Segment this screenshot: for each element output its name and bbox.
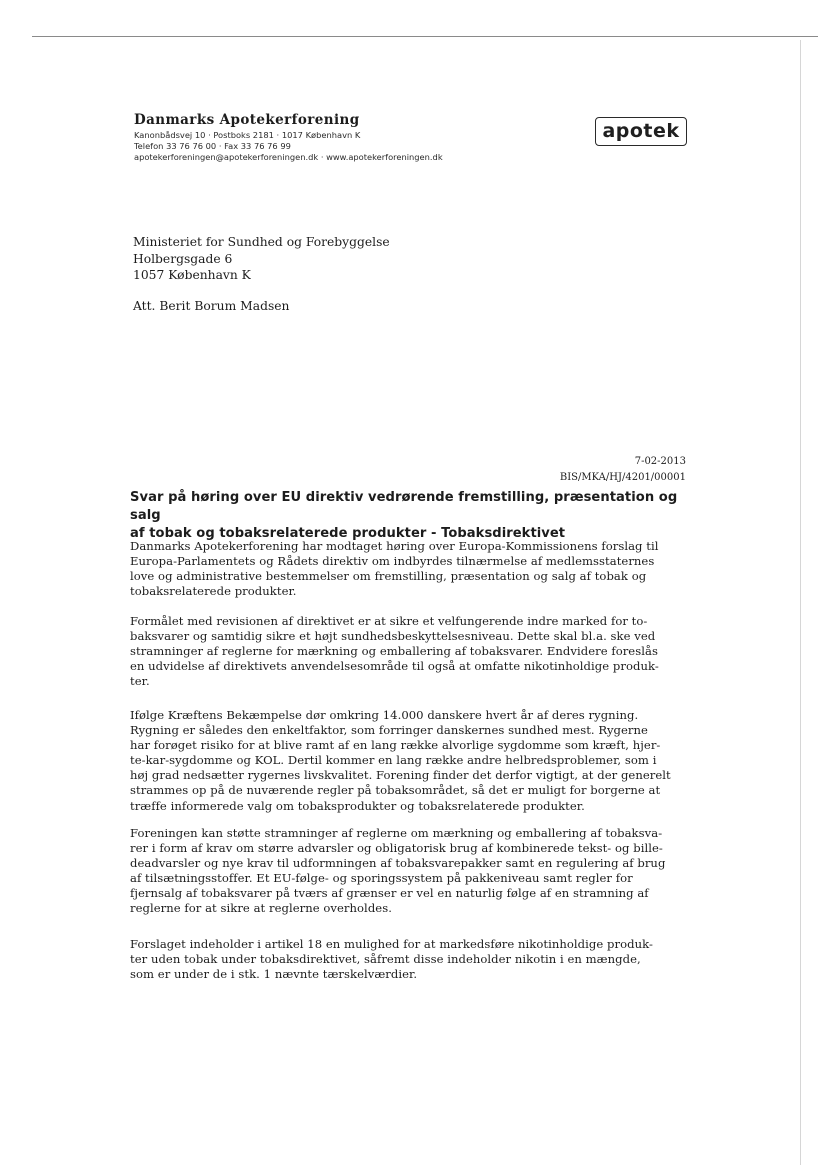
paragraph-line: har forøget risiko for at blive ramt af en lang række alvorlige sygdomme som kræft, hjer-: [130, 738, 661, 753]
letter-reference: BIS/MKA/HJ/4201/00001: [559, 472, 686, 483]
letterhead: [134, 112, 574, 163]
scan-border-right: [800, 40, 801, 1165]
subject-heading: [130, 489, 710, 543]
scan-border-top: [32, 36, 818, 37]
paragraph-line: som er under de i stk. 1 nævnte tærskelværdier.: [130, 967, 418, 982]
paragraph-line: love og administrative bestemmelser om fremstilling, præsentation og salg af tobak og: [130, 569, 647, 584]
org-address: Kanonbådsvej 10 · Postboks 2181 · 1017 København K: [134, 130, 361, 140]
subject-line: af tobak og tobaksrelaterede produkter - Tobaksdirektivet: [130, 526, 566, 541]
paragraph-line: Formålet med revisionen af direktivet er at sikre et velfungerende indre marked for to-: [130, 614, 648, 628]
paragraph-line: ter uden tobak under tobaksdirektivet, såfremt disse indeholder nikotin i en mængde,: [130, 952, 641, 967]
recipient-line: Ministeriet for Sundhed og Forebyggelse: [133, 235, 390, 249]
paragraph-line: stramninger af reglerne for mærkning og emballering af tobaksvarer. Endvidere foreslås: [130, 644, 658, 659]
attention-line: Att. Berit Borum Madsen: [133, 299, 290, 313]
org-name: Danmarks Apotekerforening: [134, 112, 360, 128]
subject-line: Svar på høring over EU direktiv vedrørende fremstilling, præsentation og salg: [130, 490, 678, 523]
body-paragraph: [130, 708, 700, 814]
paragraph-line: Foreningen kan støtte stramninger af reglerne om mærkning og emballering af tobaksva-: [130, 826, 663, 840]
paragraph-line: høj grad nedsætter rygernes livskvalitet. Forening finder det derfor vigtigt, at der generelt: [130, 768, 671, 783]
paragraph-line: Ifølge Kræftens Bekæmpelse dør omkring 14.000 danskere hvert år af deres rygning.: [130, 708, 639, 722]
apotek-logo: apotek: [595, 117, 687, 146]
paragraph-line: Rygning er således den enkeltfaktor, som forringer danskernes sundhed mest. Rygerne: [130, 723, 648, 738]
letter-date: 7-02-2013: [634, 456, 686, 467]
paragraph-line: træffe informerede valg om tobaksprodukter og tobaksrelaterede produkter.: [130, 798, 585, 813]
paragraph-line: strammes op på de nuværende regler på tobaksområdet, så det er muligt for borgerne at: [130, 783, 661, 798]
recipient-line: Holbergsgade 6: [133, 251, 233, 266]
paragraph-line: en udvidelse af direktivets anvendelsesområde til også at omfatte nikotinholdige produk-: [130, 659, 659, 674]
paragraph-line: reglerne for at sikre at reglerne overholdes.: [130, 901, 392, 916]
paragraph-line: ter.: [130, 674, 150, 689]
org-phone: Telefon 33 76 76 00 · Fax 33 76 76 99: [134, 141, 291, 151]
paragraph-line: fjernsalg af tobaksvarer på tværs af grænser er vel en naturlig følge af en stramning af: [130, 886, 649, 901]
paragraph-line: af tilsætningsstoffer. Et EU-følge- og sporingssystem på pakkeniveau samt regler for: [130, 871, 633, 886]
paragraph-line: Forslaget indeholder i artikel 18 en mulighed for at markedsføre nikotinholdige produk-: [130, 937, 653, 951]
paragraph-line: baksvarer og samtidig sikre et højt sundhedsbeskyttelsesniveau. Dette skal bl.a. ske ved: [130, 629, 656, 644]
body-paragraph: [130, 826, 700, 917]
paragraph-line: Danmarks Apotekerforening har modtaget høring over Europa-Kommissionens forslag til: [130, 539, 659, 553]
paragraph-line: Europa-Parlamentets og Rådets direktiv om indbyrdes tilnærmelse af medlemsstaternes: [130, 554, 655, 569]
paragraph-line: deadvarsler og nye krav til udformningen af tobaksvarepakker samt en regulering af brug: [130, 856, 666, 871]
recipient-line: 1057 København K: [133, 268, 251, 282]
paragraph-line: rer i form af krav om større advarsler og obligatorisk brug af kombinerede tekst- og bille-: [130, 841, 663, 856]
org-web: apotekerforeningen@apotekerforeningen.dk · www.apotekerforeningen.dk: [134, 152, 443, 162]
body-paragraph: [130, 614, 700, 689]
body-paragraph: [130, 539, 700, 599]
paragraph-line: te-kar-sygdomme og KOL. Dertil kommer en lang række andre helbredsproblemer, som i: [130, 753, 657, 768]
paragraph-line: tobaksrelaterede produkter.: [130, 584, 297, 599]
body-paragraph: [130, 937, 700, 982]
letter-meta: [560, 454, 686, 486]
recipient-address: [133, 234, 390, 284]
